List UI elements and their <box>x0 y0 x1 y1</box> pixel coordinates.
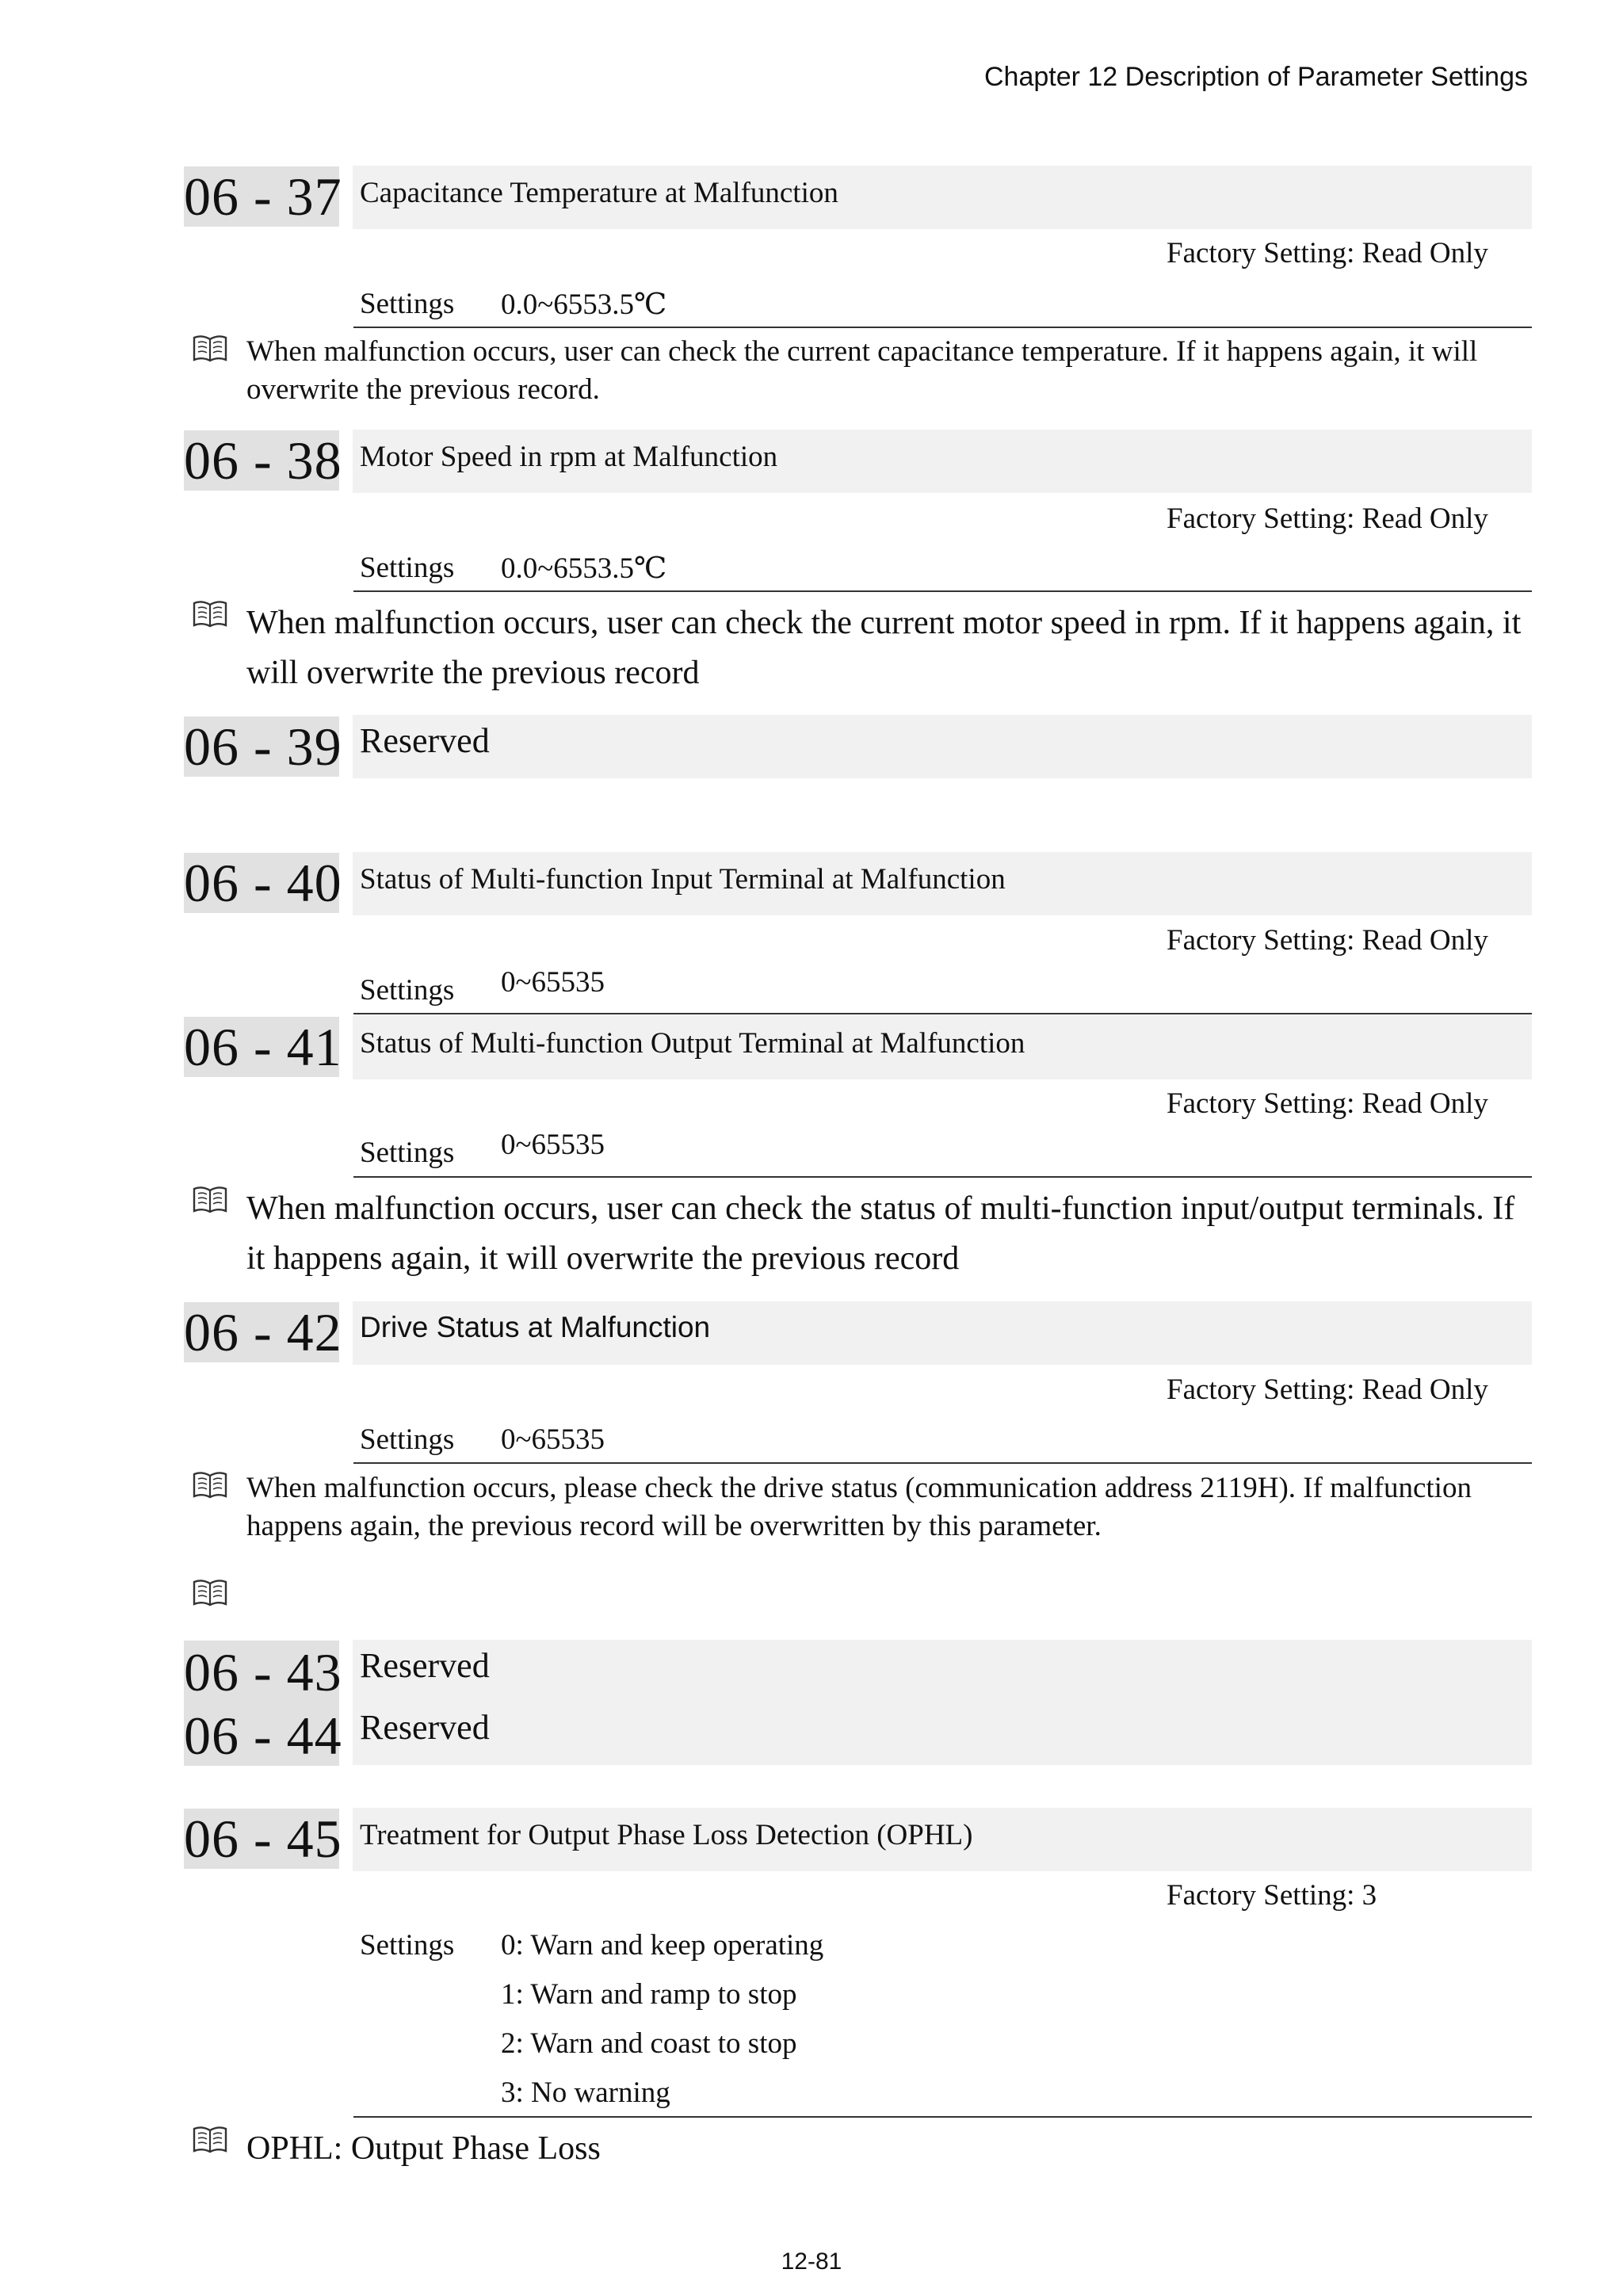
param-title: Reserved <box>353 715 1532 778</box>
param-code: 06 - 45 <box>184 1809 342 1869</box>
param-code: 06 - 44 <box>184 1706 342 1766</box>
param-code: 06 - 42 <box>184 1302 342 1362</box>
note-text: When malfunction occurs, user can check the status of multi-function input/output terminals. If it happens again, it will overwrite the previous record <box>246 1190 1515 1277</box>
settings-value: 0.0~6553.5℃ <box>501 552 667 585</box>
book-icon <box>191 1184 229 1216</box>
param-title: Reserved <box>360 1646 490 1685</box>
settings-value: 0.0~6553.5℃ <box>501 288 667 321</box>
note-text: When malfunction occurs, user can check the current capacitance temperature. If it happens again, it will overwrite the previous record. <box>246 335 1478 406</box>
book-icon <box>191 1577 229 1609</box>
divider <box>353 1176 1532 1178</box>
param-title: Capacitance Temperature at Malfunction <box>353 166 1532 229</box>
divider <box>353 327 1532 328</box>
book-icon <box>191 2124 229 2156</box>
settings-label: Settings <box>360 1929 455 1962</box>
factory-setting: Factory Setting: Read Only <box>1167 1373 1488 1406</box>
settings-label: Settings <box>360 1137 455 1169</box>
param-title-group <box>353 1640 1532 1765</box>
settings-option: 0: Warn and keep operating <box>501 1929 824 1962</box>
param-title: Treatment for Output Phase Loss Detection (OPHL) <box>353 1808 1532 1871</box>
param-title: Status of Multi-function Output Terminal at Malfunction <box>353 1016 1532 1079</box>
param-title: Status of Multi-function Input Terminal at Malfunction <box>353 852 1532 915</box>
page-header: Chapter 12 Description of Parameter Settings <box>983 62 1528 92</box>
factory-setting: Factory Setting: Read Only <box>1167 1087 1488 1120</box>
factory-setting: Factory Setting: Read Only <box>1167 924 1488 957</box>
settings-label: Settings <box>360 552 455 584</box>
param-title: Motor Speed in rpm at Malfunction <box>353 430 1532 493</box>
param-code: 06 - 39 <box>184 716 342 777</box>
divider <box>353 2116 1532 2118</box>
settings-option: 2: Warn and coast to stop <box>501 2027 797 2060</box>
factory-setting: Factory Setting: 3 <box>1167 1879 1377 1912</box>
param-code: 06 - 40 <box>184 853 342 913</box>
book-icon <box>191 333 229 365</box>
settings-value: 0~65535 <box>501 966 605 999</box>
divider <box>353 1013 1532 1014</box>
note-text: When malfunction occurs, user can check the current motor speed in rpm. If it happens again, it will overwrite the previous record <box>246 605 1522 691</box>
factory-setting: Factory Setting: Read Only <box>1167 502 1488 535</box>
settings-value: 0~65535 <box>501 1129 605 1161</box>
page-number: 12-81 <box>781 2248 842 2275</box>
book-icon <box>191 598 229 630</box>
param-title: Drive Status at Malfunction <box>353 1301 1532 1365</box>
param-code: 06 - 41 <box>184 1017 342 1077</box>
param-code-group <box>184 1641 342 1766</box>
book-icon <box>191 1469 229 1501</box>
factory-setting: Factory Setting: Read Only <box>1167 237 1488 269</box>
settings-label: Settings <box>360 1423 455 1456</box>
note-text: When malfunction occurs, please check the drive status (communication address 2119H). If malfunction happens again, the previous record will be overwritten by this parameter. <box>246 1472 1472 1542</box>
note-text: OPHL: Output Phase Loss <box>246 2130 601 2167</box>
settings-option: 3: No warning <box>501 2076 670 2109</box>
divider <box>353 590 1532 592</box>
param-code: 06 - 38 <box>184 430 342 491</box>
param-code: 06 - 43 <box>184 1642 342 1702</box>
settings-label: Settings <box>360 974 455 1007</box>
param-title: Reserved <box>360 1708 490 1747</box>
divider <box>353 1462 1532 1464</box>
settings-label: Settings <box>360 288 455 320</box>
settings-value: 0~65535 <box>501 1423 605 1456</box>
settings-option: 1: Warn and ramp to stop <box>501 1978 797 2011</box>
param-code: 06 - 37 <box>184 166 342 227</box>
